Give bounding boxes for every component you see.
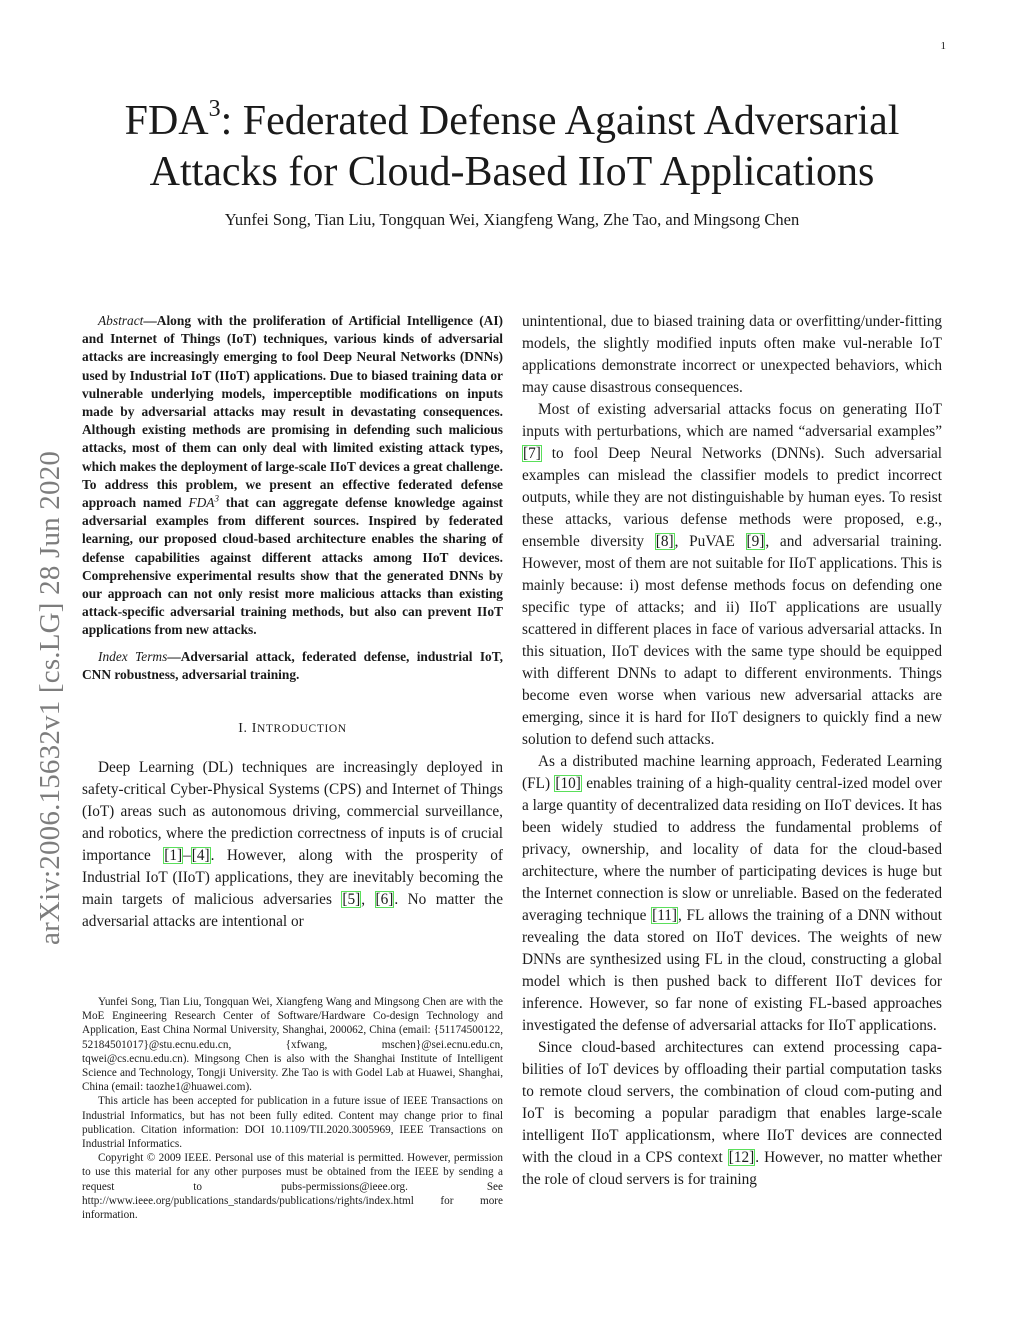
citation-link[interactable]: [9]: [746, 533, 765, 550]
right-paragraph-2: [522, 399, 942, 751]
paper-title: [0, 96, 1024, 198]
right-p4-text-a: Since cloud-based architectures can extend processing capa-bilities of IoT devices by offloading their partial computation tasks to remote cloud servers, the combination of cloud com-puting and IoT is becoming a popular paradigm that enables large-scale intelligent IIoT applicationsm, where IIoT devices are connected with the cloud in a CPS context: [522, 1039, 942, 1166]
section-numeral: I. I: [238, 721, 258, 737]
right-p2-text-d: , and adversarial training. However, most of them are not suitable for IIoT applications. This is mainly because: i) most defense methods focus on defending one specific type of attacks; and ii) IIoT applications are usually scattered in different places in face of various adversarial attacks. In this situation, IIoT devices with the same type should be equipped with different DNNs to adapt to different environments. Things become even worse when various new adversarial attacks are emerging, since it is hard for IIoT designers to quickly find a new solution to defend such attacks.: [522, 533, 942, 748]
abstract-text-part1: —Along with the proliferation of Artificial Intelligence (AI) and Internet of Things (IoT) techniques, various kinds of adversarial attacks are increasingly emerging to fool Deep Neural Networks (DNNs) used by Industrial IoT (IIoT) applications. Due to biased training data or vulnerable underlying models, imperceptible modifications on inputs made by adversarial attacks may result in devastating consequences. Although existing methods are promising in defending such malicious attacks, most of them can only deal with limited existing attack types, which makes the deployment of large-scale IIoT devices a great challenge. To address this problem, we present an effective federated defense approach named: [82, 313, 503, 511]
citation-link[interactable]: [4]: [191, 847, 210, 865]
right-p4-text-b: . However, no matter whether the role of cloud servers is for training: [522, 1149, 942, 1188]
index-terms-label: Index Terms: [98, 648, 168, 664]
right-p2-text-a: Most of existing adversarial attacks focus on generating IIoT inputs with perturbations, which are named “adversarial examples”: [522, 401, 942, 440]
left-column: [82, 312, 503, 933]
citation-link[interactable]: [6]: [375, 891, 394, 909]
right-p2-text-c: , PuVAE: [674, 533, 746, 550]
right-p3-text-a: As a distributed machine learning approach, Federated Learning (FL): [522, 753, 942, 792]
footnote-publication-notice: This article has been accepted for publication in a future issue of IEEE Transactions on Industrial Informatics, but has not been fully edited. Content may change prior to final publication. Citation information: DOI 10.1109/TII.2020.3005969, IEEE Transactions on Industrial Informatics.: [82, 1095, 503, 1151]
citation-link[interactable]: [10]: [555, 775, 581, 792]
abstract: [82, 312, 503, 640]
abstract-label: Abstract: [98, 313, 144, 328]
right-p3-text-c: , FL allows the training of a DNN without revealing the data stored on IIoT devices. The weights of new DNNs are synthesized using FL in the cloud, constructing a global model which is then pushed back to different IIoT devices for inference. However, so far none of existing FL-based approaches investigated the defense of adversarial attacks for IIoT applications.: [522, 907, 942, 1034]
right-paragraph-3: [522, 751, 942, 1037]
citation-link[interactable]: [12]: [728, 1149, 755, 1166]
abstract-text-part2: that can aggregate defense knowledge against adversarial examples from different sources. Inspired by federated learning, our proposed cloud-based architecture enables the sharing of defense capabilities against different attacks among IIoT devices. Comprehensive experimental results show that the generated DNNs by our approach can not only resist more malicious attacks than existing attack-specific adversarial training methods, but also can prevent IIoT applications from new attacks.: [82, 495, 503, 638]
right-p2-text-b: to fool Deep Neural Networks (DNNs). Such adversarial examples can mislead the classifier models to predict incorrect outputs, while they are not distinguishable by human eyes. To resist these attacks, various defense methods were proposed, e.g., ensemble diversity: [522, 445, 942, 550]
method-name-superscript: 3: [214, 493, 219, 504]
intro-text-a: Deep Learning (DL) techniques are increasingly deployed in safety-critical Cyber-Physical Systems (CPS) and Internet of Things (IoT) areas such as autonomous driving, commercial surveillance, and robotics, where the prediction correctness of inputs is of crucial importance: [82, 759, 503, 865]
right-p3-text-b: enables training of a high-quality central-ized model over a large quantity of decentralized data residing on IIoT devices. It has been widely studied to address the fundamental problems of privacy, ownership, and locality of data for the cloud-based architecture, where the number of participating devices is huge but the Internet connection is slow or unreliable. Based on the federated averaging technique: [522, 775, 942, 924]
author-list: Yunfei Song, Tian Liu, Tongquan Wei, Xiangfeng Wang, Zhe Tao, and Mingsong Chen: [224, 210, 800, 229]
title-prefix: FDA: [124, 98, 209, 144]
title-line2: Attacks for Cloud-Based IIoT Applications: [149, 149, 875, 195]
title-superscript: 3: [208, 96, 221, 122]
method-name-math: [188, 495, 219, 510]
intro-text-b: . However, along with the prosperity of Industrial IoT (IIoT) applications, they are inevitably becoming the main targets of malicious adversaries: [82, 847, 503, 909]
citation-link[interactable]: [5]: [342, 891, 361, 909]
right-paragraph-4: [522, 1037, 942, 1191]
right-column: [522, 311, 942, 1191]
citation-link[interactable]: [11]: [652, 907, 678, 924]
index-terms-text: —Adversarial attack, federated defense, industrial IoT, CNN robustness, adversarial training.: [82, 648, 504, 682]
arxiv-identifier-stamp[interactable]: arXiv:2006.15632v1 [cs.LG] 28 Jun 2020: [34, 450, 66, 945]
intro-text-c: . No matter the adversarial attacks are intentional or: [82, 891, 503, 931]
right-paragraph-1: unintentional, due to biased training data or overfitting/under-fitting models, the slightly modified inputs often make vul-nerable IoT applications demonstrate incorrect or unexpected behaviors, which may cause disastrous consequences.: [522, 313, 942, 396]
citation-link[interactable]: [7]: [523, 445, 541, 462]
index-terms: [82, 648, 503, 684]
footnote-copyright: Copyright © 2009 IEEE. Personal use of this material is permitted. However, permission to use this material for any other purposes must be obtained from the IEEE by sending a request to pubs-permissions@ieee.org. See http://www.ieee.org/publications_standards/publications/rights/index.html for more information.: [82, 1152, 503, 1222]
citation-link[interactable]: [8]: [655, 533, 674, 550]
title-line1-rest: : Federated Defense Against Adversarial: [220, 98, 900, 144]
footnote-affiliations: Yunfei Song, Tian Liu, Tongquan Wei, Xiangfeng Wang and Mingsong Chen are with the MoE Engineering Research Center of Software/Hardware Co-design Technology and Application, East China Normal University, Shanghai, 200062, China (email: {51174500122, 52184501017}@stu.ecnu.edu.cn, {xfwang, mschen}@sei.ecnu.edu.cn, tqwei@cs.ecnu.edu.cn). Mingsong Chen is also with the Shanghai Institute of Intelligent Science and Technology, Tongji University. Zhe Tao is with Godel Lab at Huawei, Shanghai, China (email: taozhe1@huawei.com).: [82, 996, 503, 1094]
citation-link[interactable]: [1]: [164, 847, 183, 865]
section-heading-introduction: [82, 721, 503, 737]
intro-paragraph-1: [82, 757, 503, 933]
page-number: 1: [940, 40, 946, 52]
footnotes: [82, 995, 503, 1222]
method-name: FDA: [188, 495, 215, 511]
citation-range-dash: –: [183, 847, 191, 865]
citation-separator: ,: [361, 891, 375, 909]
section-name: NTRODUCTION: [257, 723, 347, 736]
